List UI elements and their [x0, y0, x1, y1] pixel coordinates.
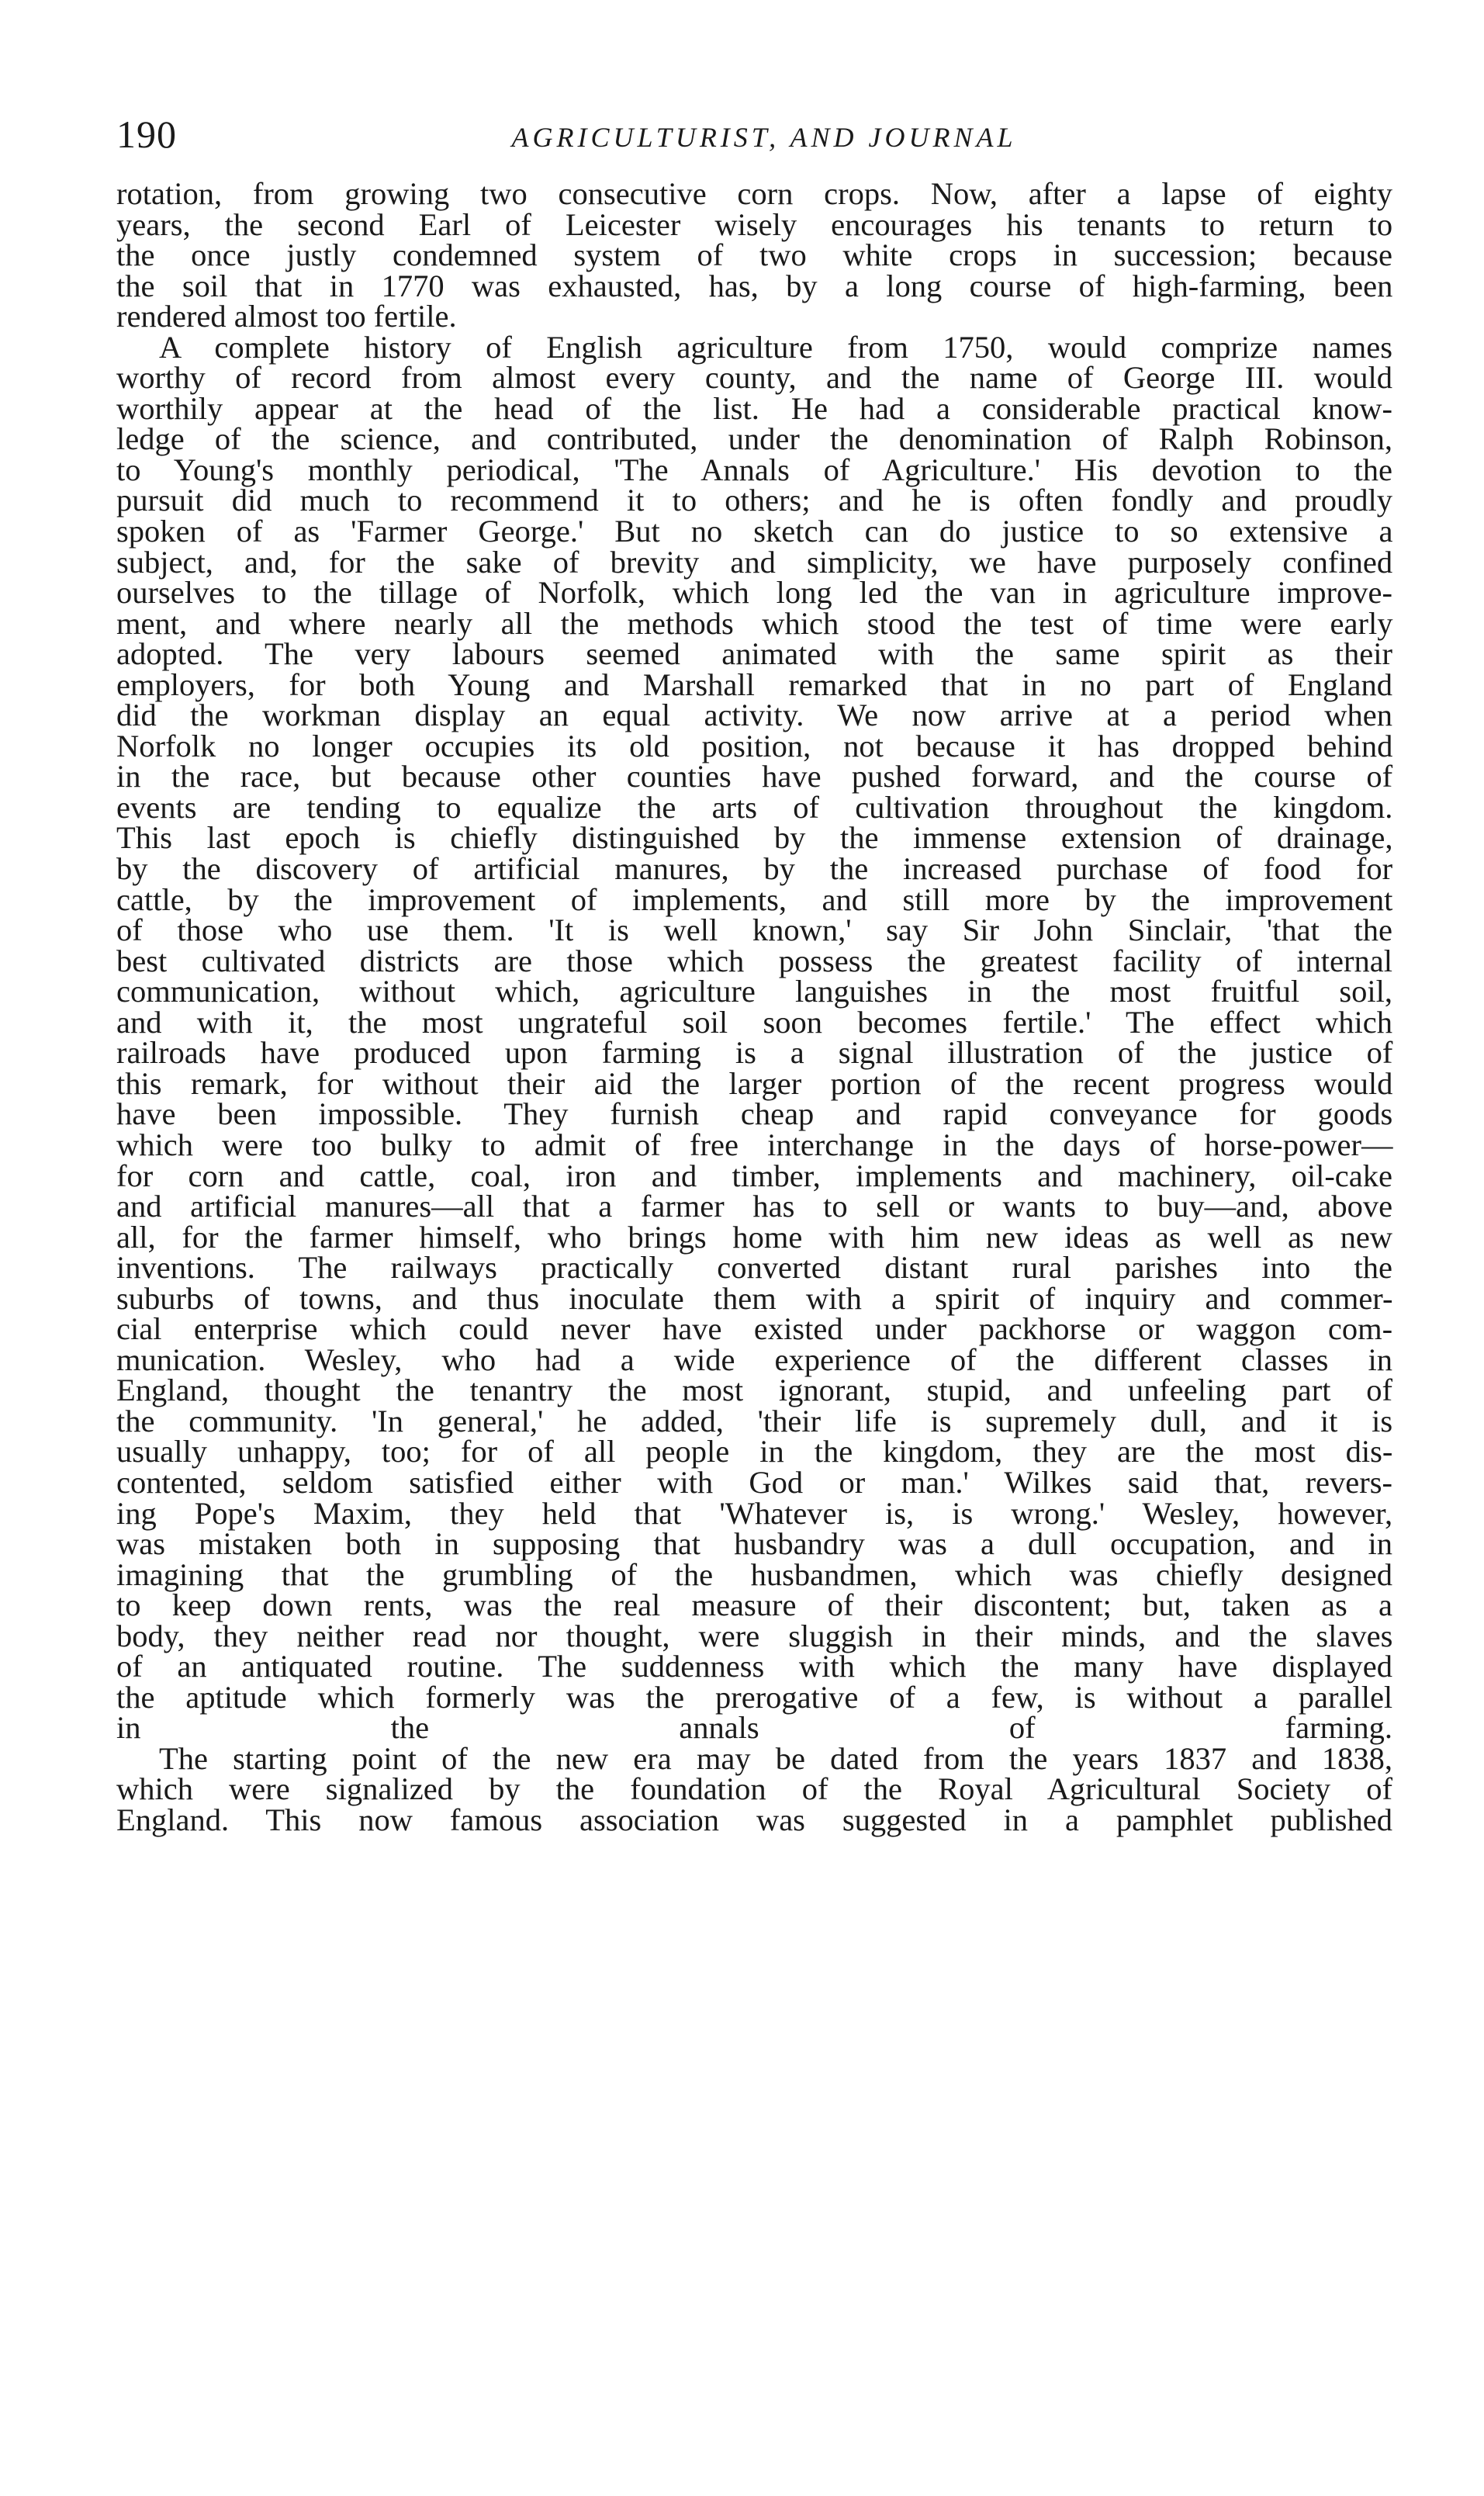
text-line: to Young's monthly periodical, 'The Annals of Agriculture.' His devotion to the [116, 452, 1393, 487]
text-line: cial enterprise which could never have existed under packhorse or waggon com- [116, 1311, 1393, 1347]
text-line: England. This now famous association was suggested in a pamphlet published [116, 1802, 1392, 1837]
text-line: the aptitude which formerly was the prerogative of a few, is without a parallel [116, 1679, 1393, 1715]
text-line: England, thought the tenantry the most ignorant, stupid, and unfeeling part of [116, 1373, 1392, 1408]
text-line: railroads have produced upon farming is a signal illustration of the justice of [116, 1035, 1393, 1071]
text-line: The starting point of the new era may be dated from the years 1837 and 1838, [159, 1740, 1392, 1776]
text-line: Norfolk no longer occupies its old position, not because it has dropped behind [116, 728, 1393, 763]
paragraph-3 [116, 1740, 1392, 1837]
text-line: this remark, for without their aid the larger portion of the recent progress would [116, 1065, 1393, 1101]
text-line: employers, for both Young and Marshall remarked that in no part of England [116, 666, 1392, 702]
text-line: of an antiquated routine. The suddenness with which the many have displayed [116, 1649, 1392, 1684]
text-line: A complete history of English agriculture from 1750, would comprize names [159, 329, 1392, 365]
text-line: imagining that the grumbling of the husbandmen, which was chiefly designed [116, 1556, 1392, 1592]
text-line: usually unhappy, too; for of all people in the kingdom, they are the most dis- [116, 1434, 1393, 1470]
text-line: adopted. The very labours seemed animated with the same spirit as their [116, 636, 1392, 672]
text-line: ourselves to the tillage of Norfolk, which long led the van in agriculture improve- [116, 575, 1392, 611]
text-line: by the discovery of artificial manures, by the increased purchase of food for [116, 851, 1393, 887]
text-line: years, the second Earl of Leicester wisely encourages his tenants to return to [116, 206, 1393, 242]
running-title: AGRICULTURIST, AND JOURNAL [511, 122, 1017, 153]
text-line: worthily appear at the head of the list. He had a considerable practical know- [116, 390, 1393, 426]
text-line: for corn and cattle, coal, iron and timber, implements and machinery, oil-cake [116, 1158, 1392, 1193]
text-line: in the annals of farming. [116, 1710, 1393, 1746]
text-line: in the race, but because other counties have pushed forward, and the course of [116, 759, 1393, 794]
text-line: munication. Wesley, who had a wide experience of the different classes in [116, 1341, 1392, 1377]
text-line: worthy of record from almost every county, and the name of George III. would [116, 360, 1392, 396]
text-line: the community. 'In general,' he added, 'their life is supremely dull, and it is [116, 1403, 1393, 1438]
text-line: cattle, by the improvement of implements, and still more by the improvement [116, 881, 1393, 917]
text-line: pursuit did much to recommend it to others; and he is often fondly and proudly [116, 483, 1393, 518]
text-line: suburbs of towns, and thus inoculate them with a spirit of inquiry and commer- [116, 1280, 1393, 1316]
text-line: and with it, the most ungrateful soil soon becomes fertile.' The effect which [116, 1004, 1392, 1040]
text-line: and artificial manures—all that a farmer has to sell or wants to buy—and, above [116, 1189, 1393, 1224]
text-line: the soil that in 1770 was exhausted, has, by a long course of high-farming, been [116, 268, 1393, 303]
text-line: all, for the farmer himself, who brings home with him new ideas as well as new [116, 1219, 1393, 1255]
text-line: events are tending to equalize the arts of cultivation throughout the kingdom. [116, 789, 1393, 825]
text-line: body, they neither read nor thought, were sluggish in their minds, and the slaves [116, 1618, 1393, 1653]
text-line: spoken of as 'Farmer George.' But no sketch can do justice to so extensive a [116, 514, 1393, 549]
paragraph-1 [116, 178, 1392, 332]
text-line: inventions. The railways practically converted distant rural parishes into the [116, 1250, 1392, 1286]
text-line: ledge of the science, and contributed, under the denomination of Ralph Robinson, [116, 421, 1392, 457]
text-line: communication, without which, agriculture languishes in the most fruitful soil, [116, 974, 1392, 1009]
text-line: ing Pope's Maxim, they held that 'Whatever is, is wrong.' Wesley, however, [116, 1495, 1393, 1531]
text-line: rendered almost too fertile. [116, 299, 457, 334]
text-line: ment, and where nearly all the methods which stood the test of time were early [116, 605, 1393, 641]
text-line: subject, and, for the sake of brevity and simplicity, we have purposely confined [116, 544, 1393, 580]
text-line: rotation, from growing two consecutive corn crops. Now, after a lapse of eighty [116, 176, 1392, 211]
text-line: have been impossible. They furnish cheap and rapid conveyance for goods [116, 1096, 1393, 1132]
text-line: of those who use them. 'It is well known,' say Sir John Sinclair, 'that the [116, 912, 1393, 948]
page-number: 190 [116, 113, 177, 156]
text-line: was mistaken both in supposing that husbandry was a dull occupation, and in [116, 1526, 1392, 1562]
text-line: contented, seldom satisfied either with God or man.' Wilkes said that, revers- [116, 1464, 1392, 1500]
text-line: did the workman display an equal activity. We now arrive at a period when [116, 698, 1392, 733]
text-line: to keep down rents, was the real measure of their discontent; but, taken as a [116, 1587, 1392, 1623]
text-line: This last epoch is chiefly distinguished by the immense extension of drainage, [116, 820, 1393, 856]
text-body [116, 178, 1392, 1836]
text-line: which were too bulky to admit of free interchange in the days of horse-power— [116, 1127, 1393, 1162]
text-line: the once justly condemned system of two white crops in succession; because [116, 237, 1392, 273]
paragraph-2 [116, 329, 1393, 1746]
text-line: best cultivated districts are those which possess the greatest facility of internal [116, 943, 1392, 978]
running-head [116, 107, 1389, 161]
text-line: which were signalized by the foundation of the Royal Agricultural Society of [116, 1771, 1392, 1807]
